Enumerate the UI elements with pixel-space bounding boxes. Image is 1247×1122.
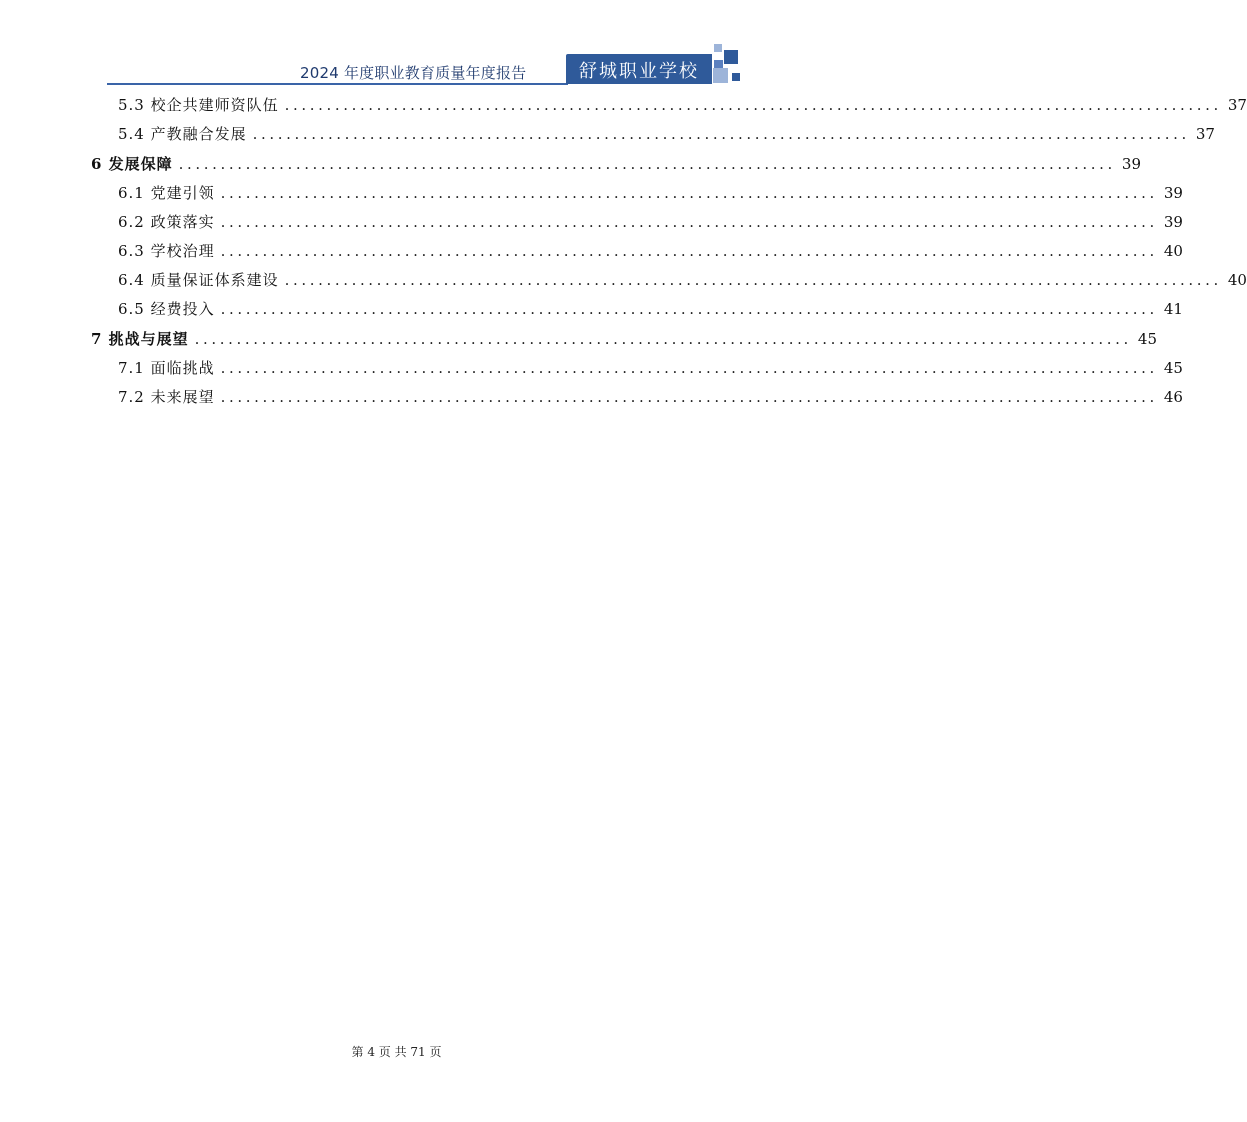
toc-dot-leader: ................................................................................................................ [178,155,1116,173]
toc-dot-leader: ................................................................................................................ [284,271,1222,289]
toc-entry-5-3[interactable] [118,94,1247,116]
toc-entry-page: 45 [1163,359,1183,377]
toc-dot-leader: ................................................................................................................ [220,300,1158,318]
toc-entry-page: 45 [1137,330,1157,348]
page-number: 第 4 页 共 71 页 [351,1045,442,1059]
toc-entry-page: 39 [1163,184,1183,202]
toc-entry-7-2[interactable] [118,386,1183,408]
toc-dot-leader: ................................................................................................................ [194,330,1132,348]
toc-entry-5-4[interactable] [118,123,1215,145]
toc-dot-leader: ................................................................................................................ [220,359,1158,377]
report-title: 2024 年度职业教育质量年度报告 [300,64,527,82]
toc-entry-page: 39 [1121,155,1141,173]
toc-entry-6[interactable] [91,153,1141,175]
school-banner [566,54,712,84]
toc-entry-page: 46 [1163,388,1183,406]
toc-dot-leader: ................................................................................................................ [220,184,1158,202]
toc-entry-page: 39 [1163,213,1183,231]
header-divider [107,83,568,85]
toc-dot-leader: ................................................................................................................ [252,125,1190,143]
toc-dot-leader: ................................................................................................................ [220,388,1158,406]
toc-dot-leader: ................................................................................................................ [220,213,1158,231]
toc-entry-7[interactable] [91,328,1157,350]
toc-entry-page: 37 [1227,96,1247,114]
toc-entry-page: 40 [1227,271,1247,289]
toc-entry-page: 41 [1163,300,1183,318]
toc-entry-title: 7 挑战与展望 [91,330,189,348]
toc-entry-page: 37 [1195,125,1215,143]
toc-entry-title: 6.4 质量保证体系建设 [118,271,279,289]
toc-entry-7-1[interactable] [118,357,1183,379]
toc-dot-leader: ................................................................................................................ [284,96,1222,114]
toc-entry-title: 7.1 面临挑战 [118,359,215,377]
toc-entry-title: 5.4 产教融合发展 [118,125,247,143]
toc-entry-page: 40 [1163,242,1183,260]
toc-entry-title: 7.2 未来展望 [118,388,215,406]
toc-entry-6-1[interactable] [118,182,1183,204]
toc-entry-title: 6.3 学校治理 [118,242,215,260]
toc-entry-title: 5.3 校企共建师资队伍 [118,96,279,114]
toc-entry-6-2[interactable] [118,211,1183,233]
toc-entry-title: 6.5 经费投入 [118,300,215,318]
toc-entry-6-5[interactable] [118,298,1183,320]
toc-entry-title: 6.2 政策落实 [118,213,215,231]
toc-entry-title: 6 发展保障 [91,155,173,173]
toc-entry-title: 6.1 党建引领 [118,184,215,202]
toc-entry-6-4[interactable] [118,269,1247,291]
toc-dot-leader: ................................................................................................................ [220,242,1158,260]
toc-entry-6-3[interactable] [118,240,1183,262]
school-name: 舒城职业学校 [579,61,699,82]
